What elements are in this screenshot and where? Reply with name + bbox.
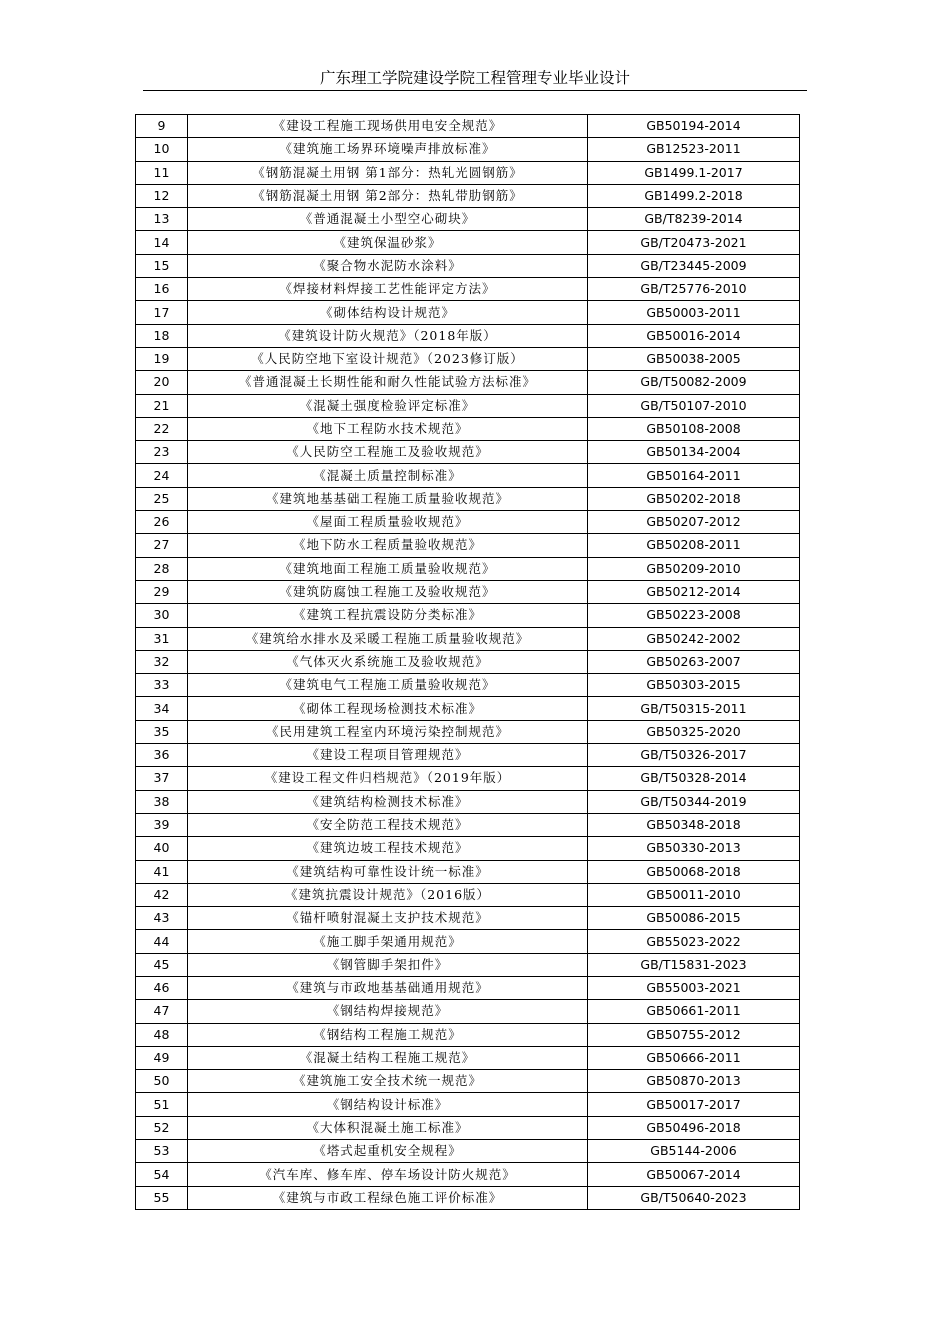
standard-name: 《钢结构设计标准》 bbox=[188, 1093, 588, 1116]
table-row bbox=[136, 860, 800, 883]
standard-code: GB50164-2011 bbox=[588, 464, 800, 487]
standard-name: 《钢筋混凝土用钢 第1部分：热轧光圆钢筋》 bbox=[188, 161, 588, 184]
row-number: 10 bbox=[136, 138, 188, 161]
row-number: 12 bbox=[136, 184, 188, 207]
row-number: 28 bbox=[136, 557, 188, 580]
standard-code: GB/T25776-2010 bbox=[588, 278, 800, 301]
table-row bbox=[136, 813, 800, 836]
standard-code: GB50086-2015 bbox=[588, 907, 800, 930]
standard-name: 《建筑结构检测技术标准》 bbox=[188, 790, 588, 813]
standard-name: 《民用建筑工程室内环境污染控制规范》 bbox=[188, 720, 588, 743]
table-row bbox=[136, 674, 800, 697]
standard-name: 《混凝土质量控制标准》 bbox=[188, 464, 588, 487]
standard-name: 《建设工程施工现场供用电安全规范》 bbox=[188, 115, 588, 138]
table-row bbox=[136, 837, 800, 860]
standard-name: 《建筑抗震设计规范》（2016版） bbox=[188, 883, 588, 906]
row-number: 21 bbox=[136, 394, 188, 417]
row-number: 50 bbox=[136, 1070, 188, 1093]
row-number: 22 bbox=[136, 417, 188, 440]
standard-code: GB50870-2013 bbox=[588, 1070, 800, 1093]
row-number: 32 bbox=[136, 650, 188, 673]
standard-code: GB50666-2011 bbox=[588, 1046, 800, 1069]
table-row bbox=[136, 930, 800, 953]
standard-name: 《塔式起重机安全规程》 bbox=[188, 1140, 588, 1163]
standard-name: 《钢结构工程施工规范》 bbox=[188, 1023, 588, 1046]
table-row bbox=[136, 907, 800, 930]
standard-name: 《安全防范工程技术规范》 bbox=[188, 813, 588, 836]
table-row bbox=[136, 231, 800, 254]
row-number: 35 bbox=[136, 720, 188, 743]
table-row bbox=[136, 1070, 800, 1093]
row-number: 14 bbox=[136, 231, 188, 254]
table-row bbox=[136, 534, 800, 557]
row-number: 40 bbox=[136, 837, 188, 860]
standard-name: 《气体灭火系统施工及验收规范》 bbox=[188, 650, 588, 673]
standard-code: GB/T15831-2023 bbox=[588, 953, 800, 976]
table-row bbox=[136, 1163, 800, 1186]
standard-code: GB55003-2021 bbox=[588, 976, 800, 999]
standard-name: 《地下防水工程质量验收规范》 bbox=[188, 534, 588, 557]
standard-name: 《建筑边坡工程技术规范》 bbox=[188, 837, 588, 860]
standard-code: GB1499.1-2017 bbox=[588, 161, 800, 184]
standard-code: GB12523-2011 bbox=[588, 138, 800, 161]
table-row bbox=[136, 604, 800, 627]
table-row bbox=[136, 627, 800, 650]
standard-code: GB50303-2015 bbox=[588, 674, 800, 697]
standard-code: GB50496-2018 bbox=[588, 1116, 800, 1139]
page-header-title: 广东理工学院建设学院工程管理专业毕业设计 bbox=[143, 66, 807, 91]
row-number: 29 bbox=[136, 580, 188, 603]
table-row bbox=[136, 371, 800, 394]
row-number: 20 bbox=[136, 371, 188, 394]
standard-name: 《施工脚手架通用规范》 bbox=[188, 930, 588, 953]
standard-name: 《砌体结构设计规范》 bbox=[188, 301, 588, 324]
row-number: 52 bbox=[136, 1116, 188, 1139]
standard-code: GB50242-2002 bbox=[588, 627, 800, 650]
standard-name: 《大体积混凝土施工标准》 bbox=[188, 1116, 588, 1139]
standard-code: GB50134-2004 bbox=[588, 441, 800, 464]
standard-code: GB50194-2014 bbox=[588, 115, 800, 138]
row-number: 9 bbox=[136, 115, 188, 138]
row-number: 36 bbox=[136, 744, 188, 767]
table-row bbox=[136, 184, 800, 207]
row-number: 13 bbox=[136, 208, 188, 231]
table-row bbox=[136, 487, 800, 510]
table-row bbox=[136, 697, 800, 720]
standard-code: GB50068-2018 bbox=[588, 860, 800, 883]
table-row bbox=[136, 1093, 800, 1116]
row-number: 27 bbox=[136, 534, 188, 557]
standard-code: GB50209-2010 bbox=[588, 557, 800, 580]
standard-code: GB50016-2014 bbox=[588, 324, 800, 347]
table-row bbox=[136, 347, 800, 370]
standard-code: GB/T50082-2009 bbox=[588, 371, 800, 394]
standard-name: 《建筑设计防火规范》（2018年版） bbox=[188, 324, 588, 347]
standard-name: 《人民防空地下室设计规范》（2023修订版） bbox=[188, 347, 588, 370]
standard-code: GB50661-2011 bbox=[588, 1000, 800, 1023]
row-number: 26 bbox=[136, 511, 188, 534]
row-number: 30 bbox=[136, 604, 188, 627]
table-row bbox=[136, 790, 800, 813]
standard-name: 《锚杆喷射混凝土支护技术规范》 bbox=[188, 907, 588, 930]
row-number: 24 bbox=[136, 464, 188, 487]
standard-code: GB/T50326-2017 bbox=[588, 744, 800, 767]
standard-name: 《建筑结构可靠性设计统一标准》 bbox=[188, 860, 588, 883]
table-row bbox=[136, 208, 800, 231]
standard-name: 《建筑地基基础工程施工质量验收规范》 bbox=[188, 487, 588, 510]
row-number: 53 bbox=[136, 1140, 188, 1163]
table-row bbox=[136, 1186, 800, 1209]
standard-name: 《建筑给水排水及采暖工程施工质量验收规范》 bbox=[188, 627, 588, 650]
table-row bbox=[136, 744, 800, 767]
row-number: 18 bbox=[136, 324, 188, 347]
standard-code: GB50263-2007 bbox=[588, 650, 800, 673]
standard-code: GB50212-2014 bbox=[588, 580, 800, 603]
table-row bbox=[136, 115, 800, 138]
standard-code: GB50330-2013 bbox=[588, 837, 800, 860]
row-number: 34 bbox=[136, 697, 188, 720]
standard-code: GB50202-2018 bbox=[588, 487, 800, 510]
table-row bbox=[136, 767, 800, 790]
row-number: 49 bbox=[136, 1046, 188, 1069]
standard-name: 《建筑电气工程施工质量验收规范》 bbox=[188, 674, 588, 697]
table-row bbox=[136, 417, 800, 440]
standard-code: GB50017-2017 bbox=[588, 1093, 800, 1116]
table-row bbox=[136, 1023, 800, 1046]
standard-name: 《钢筋混凝土用钢 第2部分：热轧带肋钢筋》 bbox=[188, 184, 588, 207]
standard-code: GB/T50640-2023 bbox=[588, 1186, 800, 1209]
standard-code: GB/T50328-2014 bbox=[588, 767, 800, 790]
row-number: 51 bbox=[136, 1093, 188, 1116]
table-row bbox=[136, 254, 800, 277]
table-row bbox=[136, 580, 800, 603]
standard-code: GB50011-2010 bbox=[588, 883, 800, 906]
row-number: 16 bbox=[136, 278, 188, 301]
standard-code: GB50207-2012 bbox=[588, 511, 800, 534]
standard-name: 《建筑施工场界环境噪声排放标准》 bbox=[188, 138, 588, 161]
standards-table-body bbox=[136, 115, 800, 1210]
standard-name: 《焊接材料焊接工艺性能评定方法》 bbox=[188, 278, 588, 301]
table-row bbox=[136, 301, 800, 324]
standard-code: GB50223-2008 bbox=[588, 604, 800, 627]
standard-code: GB/T50344-2019 bbox=[588, 790, 800, 813]
table-row bbox=[136, 441, 800, 464]
standard-code: GB/T50107-2010 bbox=[588, 394, 800, 417]
standard-name: 《建筑工程抗震设防分类标准》 bbox=[188, 604, 588, 627]
table-row bbox=[136, 324, 800, 347]
standard-name: 《建筑与市政工程绿色施工评价标准》 bbox=[188, 1186, 588, 1209]
standard-code: GB55023-2022 bbox=[588, 930, 800, 953]
standard-name: 《建筑地面工程施工质量验收规范》 bbox=[188, 557, 588, 580]
standard-code: GB50038-2005 bbox=[588, 347, 800, 370]
standard-code: GB1499.2-2018 bbox=[588, 184, 800, 207]
row-number: 54 bbox=[136, 1163, 188, 1186]
table-row bbox=[136, 1046, 800, 1069]
table-row bbox=[136, 883, 800, 906]
table-row bbox=[136, 720, 800, 743]
table-row bbox=[136, 557, 800, 580]
standard-name: 《人民防空工程施工及验收规范》 bbox=[188, 441, 588, 464]
standard-name: 《混凝土强度检验评定标准》 bbox=[188, 394, 588, 417]
table-row bbox=[136, 464, 800, 487]
row-number: 23 bbox=[136, 441, 188, 464]
table-row bbox=[136, 1000, 800, 1023]
row-number: 25 bbox=[136, 487, 188, 510]
standard-name: 《普通混凝土长期性能和耐久性能试验方法标准》 bbox=[188, 371, 588, 394]
table-row bbox=[136, 650, 800, 673]
standard-name: 《建筑施工安全技术统一规范》 bbox=[188, 1070, 588, 1093]
table-row bbox=[136, 1140, 800, 1163]
table-row bbox=[136, 138, 800, 161]
standard-code: GB50755-2012 bbox=[588, 1023, 800, 1046]
standard-name: 《钢结构焊接规范》 bbox=[188, 1000, 588, 1023]
standard-name: 《混凝土结构工程施工规范》 bbox=[188, 1046, 588, 1069]
table-row bbox=[136, 1116, 800, 1139]
row-number: 37 bbox=[136, 767, 188, 790]
standard-name: 《建筑与市政地基基础通用规范》 bbox=[188, 976, 588, 999]
standard-code: GB/T23445-2009 bbox=[588, 254, 800, 277]
standard-name: 《建筑保温砂浆》 bbox=[188, 231, 588, 254]
table-row bbox=[136, 511, 800, 534]
standard-name: 《建设工程文件归档规范》（2019年版） bbox=[188, 767, 588, 790]
table-row bbox=[136, 953, 800, 976]
standard-name: 《屋面工程质量验收规范》 bbox=[188, 511, 588, 534]
standard-code: GB50003-2011 bbox=[588, 301, 800, 324]
standard-name: 《建设工程项目管理规范》 bbox=[188, 744, 588, 767]
row-number: 45 bbox=[136, 953, 188, 976]
standard-name: 《普通混凝土小型空心砌块》 bbox=[188, 208, 588, 231]
standard-code: GB/T20473-2021 bbox=[588, 231, 800, 254]
row-number: 46 bbox=[136, 976, 188, 999]
row-number: 11 bbox=[136, 161, 188, 184]
standard-code: GB50325-2020 bbox=[588, 720, 800, 743]
standard-name: 《地下工程防水技术规范》 bbox=[188, 417, 588, 440]
standard-name: 《聚合物水泥防水涂料》 bbox=[188, 254, 588, 277]
table-row bbox=[136, 976, 800, 999]
standard-code: GB5144-2006 bbox=[588, 1140, 800, 1163]
row-number: 33 bbox=[136, 674, 188, 697]
standard-name: 《汽车库、修车库、停车场设计防火规范》 bbox=[188, 1163, 588, 1186]
standard-code: GB50348-2018 bbox=[588, 813, 800, 836]
row-number: 38 bbox=[136, 790, 188, 813]
standard-code: GB/T50315-2011 bbox=[588, 697, 800, 720]
row-number: 15 bbox=[136, 254, 188, 277]
row-number: 48 bbox=[136, 1023, 188, 1046]
row-number: 47 bbox=[136, 1000, 188, 1023]
row-number: 42 bbox=[136, 883, 188, 906]
row-number: 41 bbox=[136, 860, 188, 883]
standard-code: GB50108-2008 bbox=[588, 417, 800, 440]
standard-name: 《建筑防腐蚀工程施工及验收规范》 bbox=[188, 580, 588, 603]
row-number: 39 bbox=[136, 813, 188, 836]
standard-code: GB50208-2011 bbox=[588, 534, 800, 557]
row-number: 31 bbox=[136, 627, 188, 650]
row-number: 44 bbox=[136, 930, 188, 953]
standard-code: GB/T8239-2014 bbox=[588, 208, 800, 231]
row-number: 17 bbox=[136, 301, 188, 324]
standard-name: 《钢管脚手架扣件》 bbox=[188, 953, 588, 976]
row-number: 19 bbox=[136, 347, 188, 370]
standard-code: GB50067-2014 bbox=[588, 1163, 800, 1186]
standard-name: 《砌体工程现场检测技术标准》 bbox=[188, 697, 588, 720]
table-row bbox=[136, 394, 800, 417]
standards-table bbox=[135, 114, 800, 1210]
row-number: 43 bbox=[136, 907, 188, 930]
table-row bbox=[136, 278, 800, 301]
row-number: 55 bbox=[136, 1186, 188, 1209]
table-row bbox=[136, 161, 800, 184]
